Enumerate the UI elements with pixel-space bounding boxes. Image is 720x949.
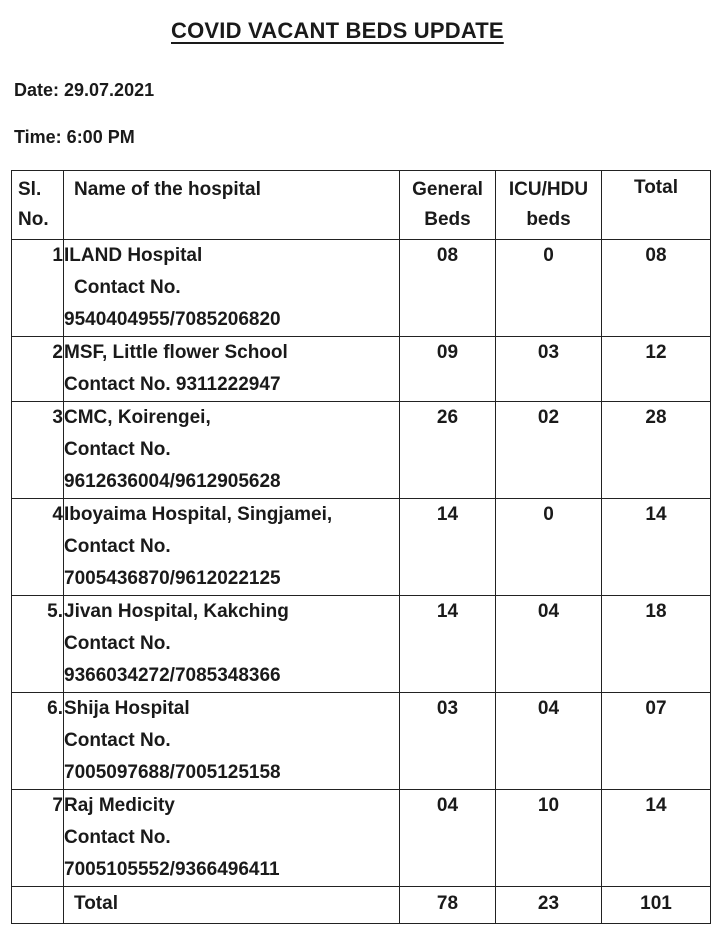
icu-beds-value: 0 [496, 499, 602, 596]
hospital-cell [64, 499, 400, 596]
total-beds-value: 07 [602, 693, 711, 790]
hospital-name: CMC, Koirengei, [64, 407, 211, 428]
row-sl-no: 3 [12, 402, 64, 499]
row-sl-no: 1 [12, 240, 64, 337]
contact-numbers: 9366034272/7085348366 [64, 665, 281, 686]
header-general-line2: Beds [424, 209, 471, 230]
icu-beds-value: 10 [496, 790, 602, 887]
header-total: Total [602, 171, 711, 240]
row-sl-no: 5. [12, 596, 64, 693]
table-row [12, 790, 711, 887]
table-row [12, 240, 711, 337]
total-row [12, 887, 711, 924]
contact-label: Contact No. [64, 439, 171, 460]
header-sl-line1: Sl. [18, 179, 42, 200]
total-beds-value: 28 [602, 402, 711, 499]
header-sl-no [12, 171, 64, 240]
contact-label: Contact No. [64, 827, 171, 848]
general-beds-value: 04 [400, 790, 496, 887]
total-general-beds: 78 [400, 887, 496, 924]
icu-beds-value: 03 [496, 337, 602, 402]
table-row [12, 693, 711, 790]
total-beds-value: 14 [602, 499, 711, 596]
contact-numbers: 9540404955/7085206820 [64, 309, 281, 330]
contact-numbers: 7005097688/7005125158 [64, 762, 281, 783]
icu-beds-value: 0 [496, 240, 602, 337]
total-label: Total [64, 887, 400, 924]
table-row [12, 596, 711, 693]
row-sl-no: 4 [12, 499, 64, 596]
general-beds-value: 03 [400, 693, 496, 790]
page-title: COVID VACANT BEDS UPDATE [171, 18, 504, 43]
header-icu-line2: beds [526, 209, 571, 230]
hospital-name: MSF, Little flower School [64, 342, 288, 363]
header-general-beds [400, 171, 496, 240]
header-sl-line2: No. [18, 209, 49, 230]
contact-label: Contact No. 9311222947 [64, 374, 281, 395]
row-sl-no: 6. [12, 693, 64, 790]
header-icu-line1: ICU/HDU [508, 179, 589, 200]
contact-numbers: 9612636004/9612905628 [64, 471, 281, 492]
total-sl-empty [12, 887, 64, 924]
hospital-name: Jivan Hospital, Kakching [64, 601, 289, 622]
general-beds-value: 14 [400, 499, 496, 596]
report-date: Date: 29.07.2021 [14, 80, 155, 100]
total-beds-value: 14 [602, 790, 711, 887]
contact-numbers: 7005436870/9612022125 [64, 568, 281, 589]
hospital-cell [64, 790, 400, 887]
table-row [12, 402, 711, 499]
contact-numbers: 7005105552/9366496411 [64, 859, 280, 880]
hospital-name: Shija Hospital [64, 698, 190, 719]
total-icu-beds: 23 [496, 887, 602, 924]
hospital-cell [64, 337, 400, 402]
hospital-cell [64, 693, 400, 790]
hospital-cell [64, 240, 400, 337]
hospital-name: Raj Medicity [64, 795, 175, 816]
general-beds-value: 26 [400, 402, 496, 499]
header-hospital-name: Name of the hospital [64, 171, 400, 240]
total-beds-value: 12 [602, 337, 711, 402]
general-beds-value: 08 [400, 240, 496, 337]
report-time: Time: 6:00 PM [14, 127, 135, 147]
header-general-line1: General [412, 179, 483, 200]
hospital-name: ILAND Hospital [64, 245, 203, 266]
vacant-beds-table [11, 170, 711, 924]
row-sl-no: 2 [12, 337, 64, 402]
row-sl-no: 7 [12, 790, 64, 887]
hospital-cell [64, 402, 400, 499]
table-row [12, 337, 711, 402]
icu-beds-value: 04 [496, 693, 602, 790]
contact-label: Contact No. [64, 536, 171, 557]
contact-label: Contact No. [74, 277, 181, 298]
hospital-name: Iboyaima Hospital, Singjamei, [64, 504, 333, 525]
hospital-cell [64, 596, 400, 693]
contact-label: Contact No. [64, 633, 171, 654]
general-beds-value: 09 [400, 337, 496, 402]
total-beds-value: 18 [602, 596, 711, 693]
table-header-row [12, 171, 711, 240]
table-row [12, 499, 711, 596]
icu-beds-value: 04 [496, 596, 602, 693]
contact-label: Contact No. [64, 730, 171, 751]
general-beds-value: 14 [400, 596, 496, 693]
total-all-beds: 101 [602, 887, 711, 924]
icu-beds-value: 02 [496, 402, 602, 499]
header-icu-hdu-beds [496, 171, 602, 240]
total-beds-value: 08 [602, 240, 711, 337]
